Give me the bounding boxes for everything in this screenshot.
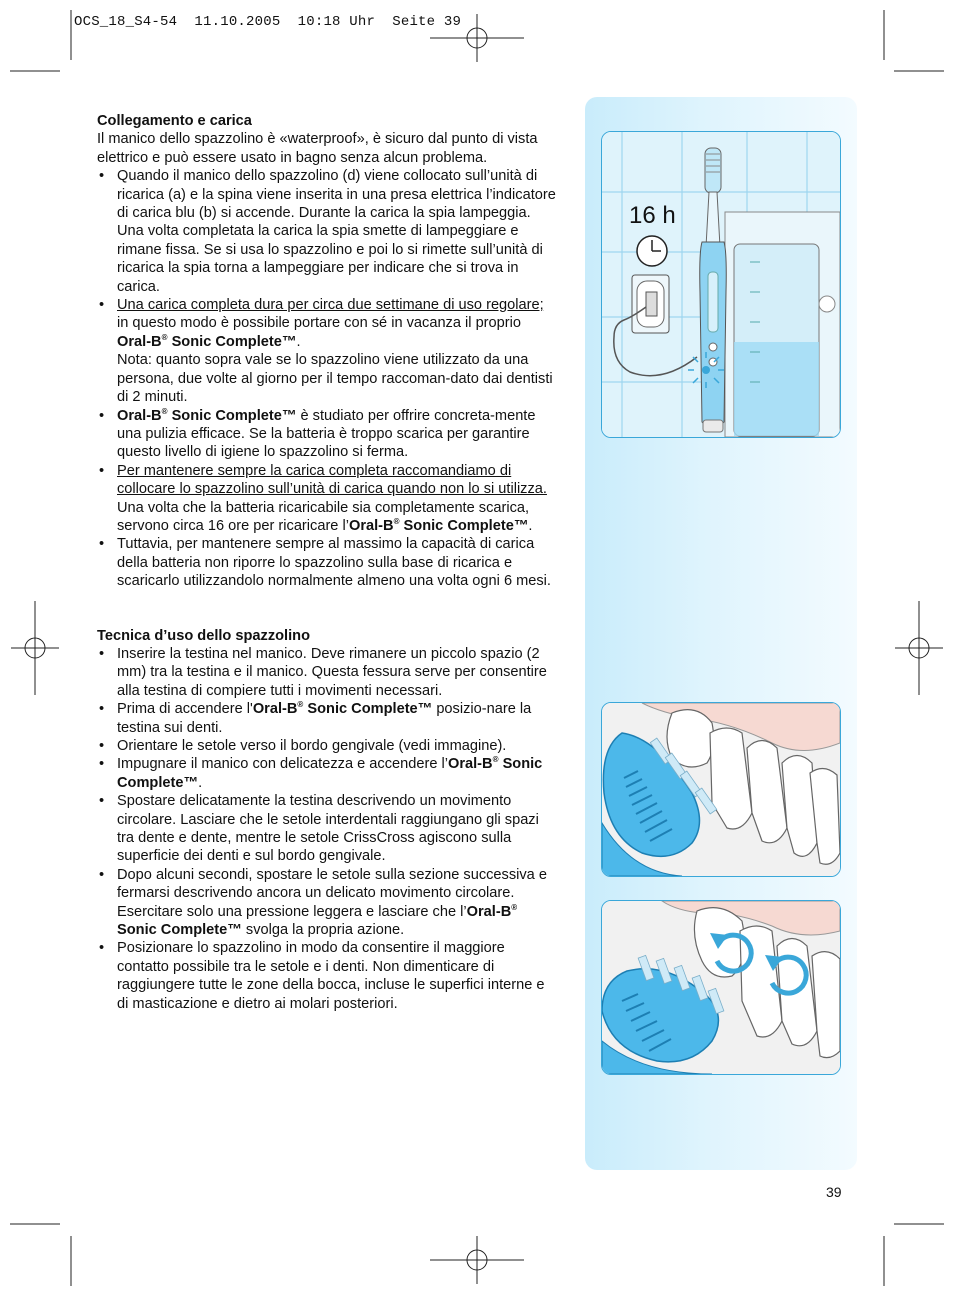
list-item-text: Orientare le setole verso il bordo gengivale (vedi immagine). [117, 738, 507, 754]
brand-name: Oral-B [348, 517, 394, 534]
product-name: Sonic Complete™ [307, 701, 433, 718]
registered-mark: ® [297, 700, 304, 710]
note-text: Nota: quanto sopra vale se lo spazzolino viene utilizzato da una persona, due volte al giorno per il tempo raccoman-dato dai dentisti di 2 minuti. [117, 352, 553, 406]
brushing-position-scene [602, 703, 840, 876]
underlined-text: Una carica completa dura per circa due settimane di uso regolare; [117, 297, 544, 314]
circular-movement-scene [602, 901, 840, 1074]
charging-time-label: 16 h [629, 202, 676, 229]
list-item-text: in questo modo è possibile portare con sé in vacanza il proprio [117, 315, 521, 332]
charging-list [97, 167, 559, 590]
intro-paragraph: Il manico dello spazzolino è «waterproof», è sicuro dal punto di vista elettrico e può essere usato in bagno senza alcun problema. [97, 131, 538, 166]
list-item-text: Prima di accendere l' [117, 701, 253, 718]
list-item [97, 700, 559, 737]
charging-scene [602, 132, 840, 437]
print-header: OCS_18_S4-54 11.10.2005 10:18 Uhr Seite 39 [74, 14, 462, 30]
product-name: Sonic Complete™ [117, 756, 543, 791]
brand-name: Oral-B [466, 903, 512, 920]
clock-icon [637, 236, 667, 266]
list-item-text: posizio-nare la testina sui denti. [117, 701, 532, 736]
list-item-text: svolga la propria azione. [241, 922, 405, 939]
charging-station [725, 212, 840, 437]
list-item [97, 167, 559, 296]
page-number: 39 [826, 1184, 842, 1200]
registered-mark: ® [511, 902, 518, 912]
product-name: Sonic Complete™ [171, 407, 297, 424]
technique-list [97, 645, 559, 1013]
section-title-charging: Collegamento e carica [97, 113, 252, 129]
list-item: • Una carica completa dura per circa due settimane di uso regolare; in questo modo è possibile portare con sé in vacanza il proprio Oral-B® Sonic Complete™. Nota: quanto sopra vale se lo spazzolino viene utilizzato da una persona, due volte al giorno per il tempo raccoman-dato dai dentisti di 2 minuti. [97, 296, 559, 406]
list-item [97, 939, 559, 1013]
product-name: Sonic Complete™ [117, 922, 242, 939]
list-item: • Per mantenere sempre la carica completa raccomandiamo di collocare lo spazzolino sull’unità di carica quando non lo si utilizza. Una volta che la batteria ricaricabile sia completamente scarica, servono circa 16 ore per ricaricare l’Oral-B® Sonic Complete™. [97, 462, 559, 536]
brand-name: Oral-B [117, 407, 162, 424]
section-technique [97, 627, 559, 1014]
list-item: • Impugnare il manico con delicatezza e accendere l’Oral-B® Sonic Complete™. [97, 755, 559, 792]
charging-illustration [601, 131, 841, 438]
list-item [97, 866, 559, 940]
list-item-text: Spostare delicatamente la testina descrivendo un movimento circolare. Lasciare che le setole interdentali raggiungano gli spazi tra dente e dente, mentre le setole CrissCross agiscono sulla superficie dei denti e sul bordo gengivale. [117, 793, 539, 865]
list-item [97, 535, 559, 590]
list-item-text: Impugnare il manico con delicatezza e accendere l’ [117, 756, 448, 773]
list-item [97, 792, 559, 866]
list-item-text: Posizionare lo spazzolino in modo da consentire il maggiore contatto possibile tra le setole e i denti. Non dimenticare di raggiungere tutte le zone della bocca, incluse le superfici interne e di masticazione e dietro ai molari posteriori. [117, 940, 545, 1012]
list-item-text: Dopo alcuni secondi, spostare le setole sulla sezione successiva e fermarsi descrivendo ancora un delicato movimento circolare. Esercitare solo una pressione leggera e lasciare che l’ [117, 866, 547, 920]
product-name: Sonic Complete™ [403, 517, 529, 534]
list-item-text: Quando il manico dello spazzolino (d) viene collocato sull’unità di ricarica (a) e la spina viene inserita in una presa elettrica l’indicatore di carica blu (b) si accende. Durante la carica la spia lampeggia. Una volta completata la carica la spia smette di lampeggiare e rimane fissa. Se si usa lo spazzolino e poi lo si rimette sull’unità di ricarica la spia torna a lampeggiare per indicare che si trova in carica. [117, 168, 556, 295]
list-item-text: è studiato per offrire concreta-mente una pulizia efficace. Se la batteria è troppo scarica per garantire questo livello di igiene lo spazzolino si ferma. [117, 407, 536, 461]
registered-mark: ® [393, 517, 400, 527]
registered-mark: ® [161, 406, 168, 416]
list-item [97, 645, 559, 700]
list-item-text: Una volta che la batteria ricaricabile sia completamente scarica, servono circa 16 ore per ricaricare l’ [117, 499, 530, 534]
section-title-technique: Tecnica d’uso dello spazzolino [97, 627, 310, 644]
brand-name: Oral-B [447, 756, 493, 773]
underlined-text: Per mantenere sempre la carica completa raccomandiamo di collocare lo spazzolino sull’unità di carica quando non lo si utilizza. [117, 462, 547, 498]
list-item-text: Inserire la testina nel manico. Deve rimanere un piccolo spazio (2 mm) tra la testina e il manico. Questa fessura serve per consentire alla testina di compiere tutti i movimenti necessari. [117, 645, 547, 699]
list-item [97, 407, 559, 462]
brand-name: Oral-B [252, 701, 298, 718]
list-item [97, 737, 559, 755]
text-column [97, 112, 559, 1013]
circular-movement-illustration [601, 900, 841, 1075]
charge-indicator-icon [688, 352, 724, 388]
product-name: Sonic Complete™ [171, 333, 297, 350]
section-charging [97, 112, 559, 591]
brushing-position-illustration [601, 702, 841, 877]
list-item-text: Tuttavia, per mantenere sempre al massimo la capacità di carica della batteria non riporre lo spazzolino sulla base di ricarica e scaricarlo utilizzandolo normalmente almeno una volta ogni 6 mesi. [117, 536, 551, 590]
registered-mark: ® [492, 755, 499, 765]
brand-name: Oral-B [117, 333, 162, 350]
registered-mark: ® [161, 333, 168, 343]
